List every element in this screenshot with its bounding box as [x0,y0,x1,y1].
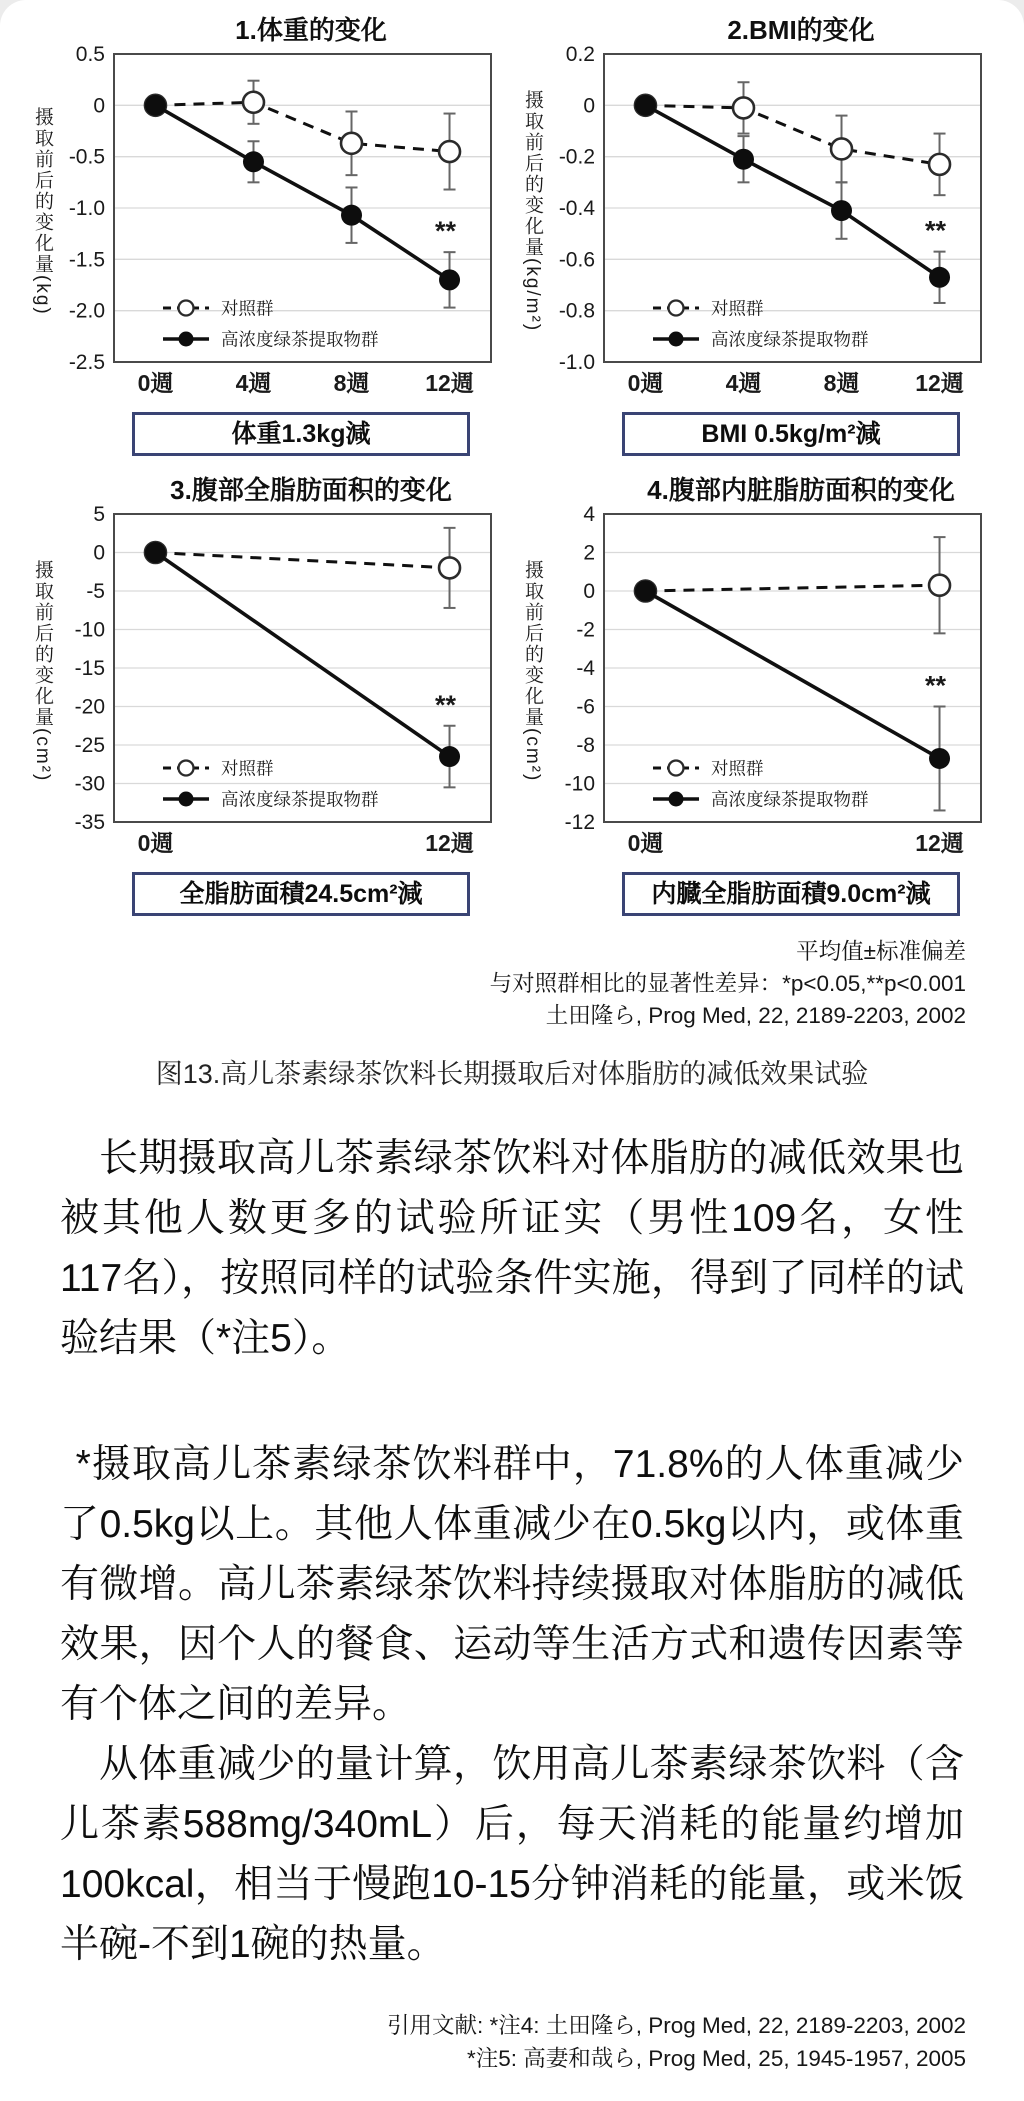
svg-text:对照群: 对照群 [221,298,274,319]
chart-row [26,46,508,404]
svg-text:8週: 8週 [823,370,860,396]
svg-text:-0.2: -0.2 [558,145,595,169]
references [0,2009,1024,2075]
svg-text:**: ** [925,215,947,246]
summary-box-visceral-fat: 内臓全脂肪面積9.0cm²減 [622,872,960,916]
svg-text:**: ** [925,670,947,701]
summary-box-total-fat: 全脂肪面積24.5cm²減 [132,872,470,916]
svg-text:-12: -12 [564,811,595,834]
svg-text:-0.8: -0.8 [558,299,595,323]
reference-note5: *注5: 高妻和哉ら, Prog Med, 25, 1945-1957, 2005 [466,2046,966,2071]
svg-text:高浓度绿茶提取物群: 高浓度绿茶提取物群 [221,329,379,350]
figure-caption: 图13.高儿茶素绿茶饮料长期摄取后对体脂肪的减低效果试验 [155,1059,869,1089]
svg-text:高浓度绿茶提取物群: 高浓度绿茶提取物群 [221,789,379,810]
svg-text:高浓度绿茶提取物群: 高浓度绿茶提取物群 [711,329,869,350]
line-chart-visceral-fat [546,506,991,864]
svg-text:0: 0 [93,94,105,118]
svg-text:-30: -30 [74,772,105,796]
svg-text:5: 5 [93,506,105,526]
figure-13-charts [0,12,1024,932]
note-significance: 与对照群相比的显著性差异：*p<0.05,**p<0.001 [489,971,966,996]
svg-text:12週: 12週 [425,370,474,396]
svg-text:对照群: 对照群 [711,758,764,779]
svg-text:-10: -10 [564,772,595,796]
svg-text:12週: 12週 [915,830,964,856]
note-source: 土田隆ら, Prog Med, 22, 2189-2203, 2002 [545,1003,966,1028]
svg-text:-1.5: -1.5 [68,248,105,272]
svg-text:对照群: 对照群 [221,758,274,779]
svg-text:4: 4 [583,506,595,526]
paragraph-weight-loss-detail: *摄取高儿茶素绿茶饮料群中，71.8%的人体重减少了0.5kg以上。其他人体重减少在0.5kg以内，或体重有微增。高儿茶素绿茶饮料持续摄取对体脂肪的减低效果，因个人的餐食、运动等生活方式和遗传因素等有个体之间的差异。 [60,1443,964,1726]
svg-text:8週: 8週 [333,370,370,396]
chart-title-weight: 1.体重的变化 [235,15,387,45]
reference-note4: 引用文献: *注4: 土田隆ら, Prog Med, 22, 2189-2203, 2002 [386,2013,966,2038]
line-chart-weight [56,46,501,404]
y-axis-label: 摄取前后的变化量(kg/m²) [522,89,543,333]
svg-text:-2: -2 [576,618,595,642]
svg-text:-0.6: -0.6 [558,248,595,272]
svg-text:-1.0: -1.0 [558,351,595,374]
svg-text:12週: 12週 [425,830,474,856]
svg-text:0週: 0週 [627,830,664,856]
svg-text:0: 0 [93,541,105,565]
y-axis-label: 摄取前后的变化量(cm²) [522,559,543,783]
figure-notes [0,932,1024,1032]
svg-text:-25: -25 [74,734,105,757]
chart-panel-visceral-fat [516,472,998,932]
svg-text:0.2: 0.2 [565,46,595,66]
svg-text:4週: 4週 [235,370,272,396]
svg-text:-6: -6 [576,695,595,719]
svg-text:-2.5: -2.5 [68,351,105,374]
chart-panel-weight [26,12,508,472]
paragraph-energy-calculation: 从体重减少的量计算，饮用高儿茶素绿茶饮料（含儿茶素588mg/340mL）后，每天消耗的能量约增加100kcal，相当于慢跑10-15分钟消耗的能量，或米饭半碗-不到1碗的热量。 [60,1743,964,1966]
svg-text:2: 2 [583,541,595,565]
svg-text:0週: 0週 [137,370,174,396]
svg-text:0週: 0週 [137,830,174,856]
chart-panel-total-fat [26,472,508,932]
svg-text:-15: -15 [74,657,105,680]
svg-text:0.5: 0.5 [75,46,105,66]
svg-text:-5: -5 [86,580,105,603]
svg-text:-10: -10 [74,618,105,642]
chart-title-bmi: 2.BMI的变化 [727,15,875,45]
paragraph-trial-confirmation: 长期摄取高儿茶素绿茶饮料对体脂肪的减低效果也被其他人数更多的试验所证实（男性109名，女性117名），按照同样的试验条件实施，得到了同样的试验结果（*注5）。 [60,1137,964,1360]
line-chart-total-fat [56,506,501,864]
svg-text:0: 0 [583,580,595,603]
chart-title-total-fat: 3.腹部全脂肪面积的变化 [170,475,452,505]
svg-text:**: ** [435,689,457,720]
svg-text:对照群: 对照群 [711,298,764,319]
svg-text:0週: 0週 [627,370,664,396]
svg-text:-0.4: -0.4 [558,197,595,220]
chart-row [516,506,998,864]
summary-box-weight: 体重1.3kg減 [132,412,470,456]
chart-row [26,506,508,864]
svg-text:-2.0: -2.0 [68,299,105,323]
svg-text:-8: -8 [576,734,595,757]
summary-box-bmi: BMI 0.5kg/m²減 [622,412,960,456]
line-chart-bmi [546,46,991,404]
svg-text:-0.5: -0.5 [68,145,105,169]
svg-text:0: 0 [583,94,595,118]
svg-text:-1.0: -1.0 [68,197,105,220]
chart-title-visceral-fat: 4.腹部内脏脂肪面积的变化 [647,475,955,505]
y-axis-label: 摄取前后的变化量(kg) [32,106,53,316]
svg-text:12週: 12週 [915,370,964,396]
svg-text:**: ** [435,216,457,247]
svg-text:-35: -35 [74,811,105,834]
svg-text:-4: -4 [576,657,595,680]
svg-text:高浓度绿茶提取物群: 高浓度绿茶提取物群 [711,789,869,810]
svg-text:4週: 4週 [725,370,762,396]
y-axis-label: 摄取前后的变化量(cm²) [32,559,53,783]
svg-text:-20: -20 [74,695,105,719]
body-text [0,1129,1024,1975]
chart-row [516,46,998,404]
chart-panel-bmi [516,12,998,472]
note-mean-sd: 平均值±标准偏差 [796,939,966,964]
